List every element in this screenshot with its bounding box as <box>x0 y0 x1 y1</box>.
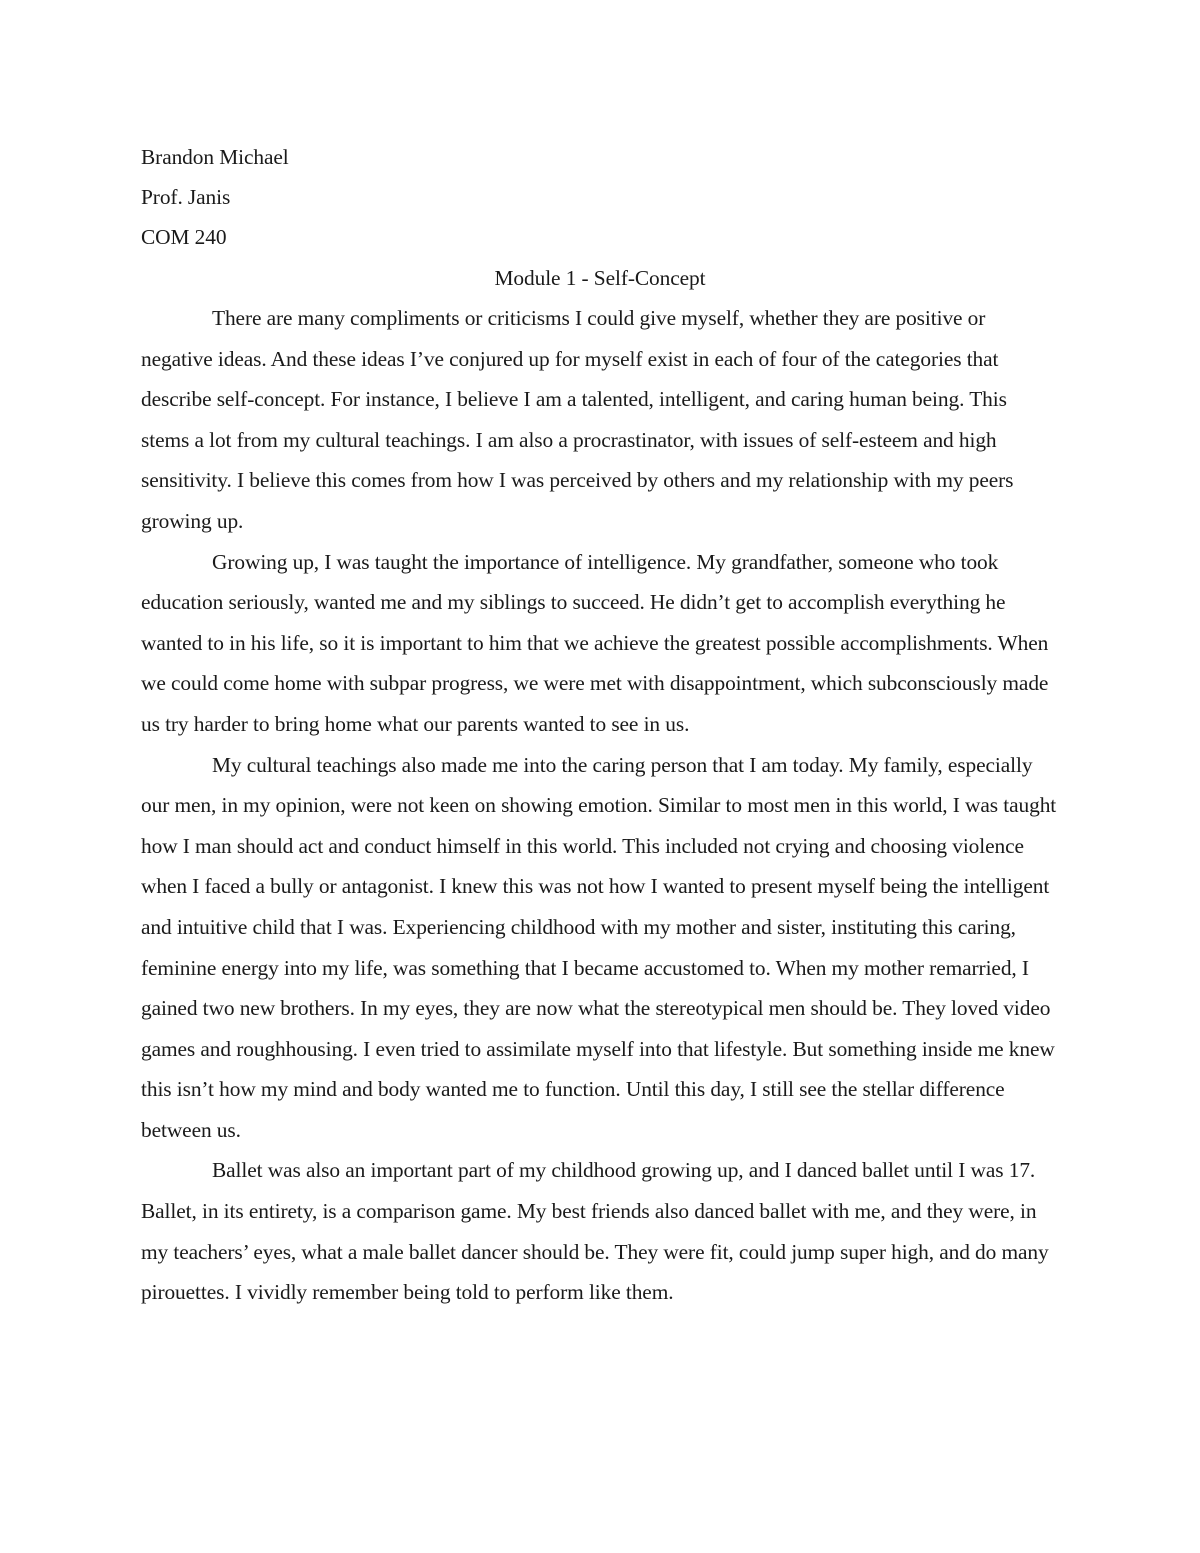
paragraph: Ballet was also an important part of my childhood growing up, and I danced ballet until I was 17. Ballet, in its entirety, is a comparison game. My best friends also danced ballet with me, and they were, in my teachers’ eyes, what a male ballet dancer should be. They were fit, could jump super high, and do many pirouettes. I vividly remember being told to perform like them. <box>141 1158 1049 1305</box>
essay-body <box>141 298 1059 1313</box>
professor-name: Prof. Janis <box>141 185 231 209</box>
paragraph: There are many compliments or criticisms I could give myself, whether they are positive or negative ideas. And these ideas I’ve conjured up for myself exist in each of four of the categories that describe self-concept. For instance, I believe I am a talented, intelligent, and caring human being. This stems a lot from my cultural teachings. I am also a procrastinator, with issues of self-esteem and high sensitivity. I believe this comes from how I was perceived by others and my relationship with my peers growing up. <box>141 306 1014 533</box>
paragraph: Growing up, I was taught the importance of intelligence. My grandfather, someone who took education seriously, wanted me and my siblings to succeed. He didn’t get to accomplish everything he wanted to in his life, so it is important to him that we achieve the greatest possible accomplishments. When we could come home with subpar progress, we were met with disappointment, which subconsciously made us try harder to bring home what our parents wanted to see in us. <box>141 549 1049 736</box>
paragraph: My cultural teachings also made me into the caring person that I am today. My family, especially our men, in my opinion, were not keen on showing emotion. Similar to most men in this world, I was taught how I man should act and conduct himself in this world. This included not crying and choosing violence when I faced a bully or antagonist. I knew this was not how I wanted to present myself being the intelligent and intuitive child that I was. Experiencing childhood with my mother and sister, instituting this caring, feminine energy into my life, was something that I became accustomed to. When my mother remarried, I gained two new brothers. In my eyes, they are now what the stereotypical men should be. They loved video games and roughhousing. I even tried to assimilate myself into that lifestyle. But something inside me knew this isn’t how my mind and body wanted me to function. Until this day, I still see the stellar difference between us. <box>141 752 1057 1142</box>
document-title: Module 1 - Self-Concept <box>494 266 706 290</box>
course-code: COM 240 <box>141 225 227 249</box>
author-name: Brandon Michael <box>141 145 289 169</box>
